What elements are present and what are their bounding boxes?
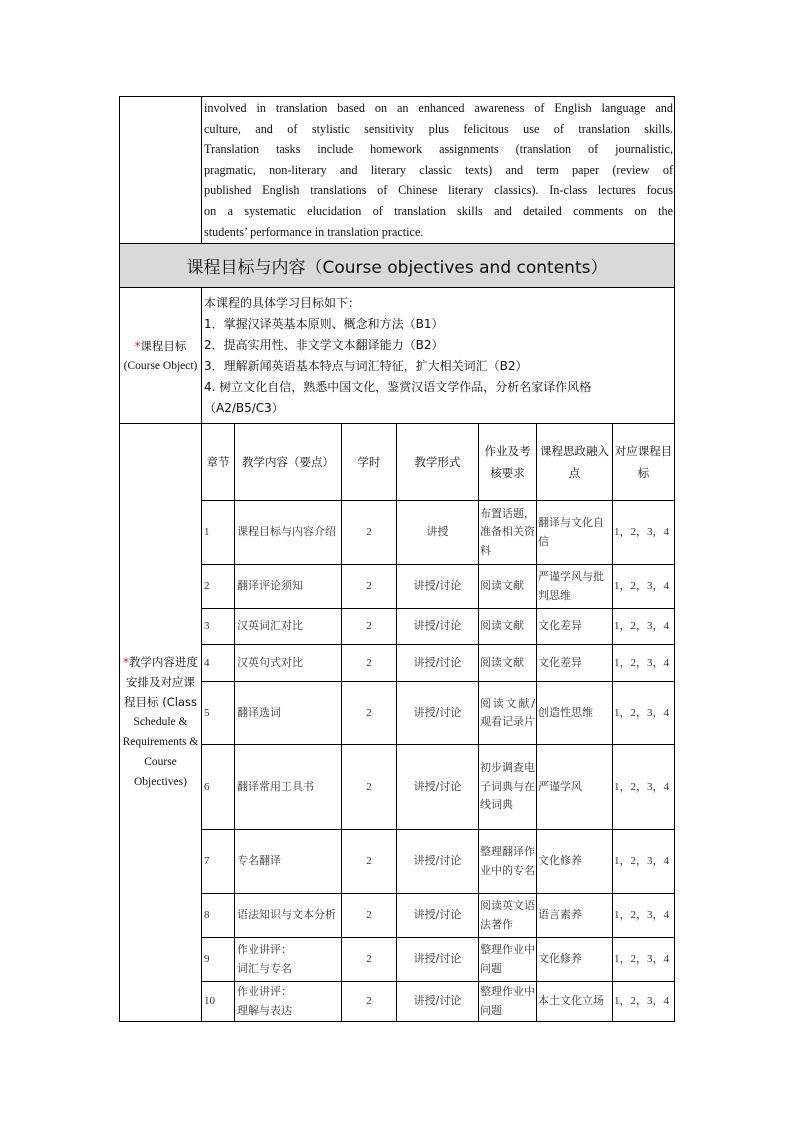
- section-title-text: 课程目标与内容（Course objectives and contents）: [186, 258, 608, 278]
- description-line: culture, and of stylistic sensitivity plus felicitous use of translation skills.: [204, 121, 673, 136]
- cell-ideology: 创造性思维: [538, 705, 593, 719]
- header-ideology: 课程思政融入点: [540, 444, 609, 480]
- cell-content: 汉英词汇对比: [237, 619, 303, 633]
- border-bottom: [119, 1021, 675, 1022]
- cell-ideology: 严谨学风: [538, 779, 582, 793]
- cell-objectives: 1，2，3，4: [614, 656, 669, 669]
- cell-requirement: 整理翻译作业中的专名: [480, 845, 535, 877]
- cell-hours: 2: [366, 620, 372, 633]
- cell-form: 讲授: [426, 525, 449, 539]
- cell-content: 翻译评论须知: [237, 579, 303, 593]
- cell-hours: 2: [366, 580, 372, 593]
- cell-chapter: 8: [204, 909, 210, 922]
- cell-form: 讲授/讨论: [413, 779, 462, 793]
- cell-chapter: 6: [204, 780, 210, 793]
- cell-content: 汉英句式对比: [237, 655, 303, 669]
- header-content: 教学内容（要点）: [242, 455, 334, 469]
- cell-form: 讲授/讨论: [413, 854, 462, 868]
- cell-requirement: 阅读英文语法著作: [480, 899, 535, 931]
- objectives-intro: 本课程的具体学习目标如下：: [204, 296, 361, 310]
- cell-chapter: 5: [204, 706, 210, 719]
- header-chapter: 章节: [206, 455, 230, 469]
- description-line: students’ performance in translation practice.: [204, 224, 424, 239]
- cell-ideology: 翻译与文化自信: [538, 516, 604, 548]
- cell-content: 语法知识与文本分析: [237, 908, 336, 922]
- objectives-label: [120, 336, 201, 376]
- cell-hours: 2: [366, 953, 372, 966]
- cell-ideology: 本土文化立场: [538, 994, 604, 1008]
- cell-objectives: 1，2，3，4: [614, 855, 669, 868]
- description-line: pragmatic, non-literary and literary classic texts) and term paper (review of: [204, 162, 673, 177]
- objective-item: 4. 树立文化自信，熟悉中国文化，鉴赏汉语文学作品，分析名家译作风格: [204, 380, 592, 394]
- cell-objectives: 1，2，3，4: [614, 526, 669, 539]
- schedule-label-line: Course: [144, 756, 177, 768]
- objective-item: 3．理解新闻英语基本特点与词汇特征，扩大相关词汇（B2）: [204, 359, 528, 373]
- cell-objectives: 1，2，3，4: [614, 995, 669, 1008]
- cell-form: 讲授/讨论: [413, 619, 462, 633]
- cell-hours: 2: [366, 855, 372, 868]
- course-description: [204, 98, 673, 242]
- cell-chapter: 9: [204, 953, 210, 966]
- section-title: [120, 244, 674, 287]
- required-star: *: [123, 655, 129, 669]
- cell-content: 课程目标与内容介绍: [237, 525, 336, 539]
- description-line: involved in translation based on an enhanced awareness of English language and: [204, 101, 673, 115]
- cell-objectives: 1，2，3，4: [614, 953, 669, 966]
- border-right: [674, 96, 675, 1022]
- cell-hours: 2: [366, 780, 372, 793]
- schedule-label-line: 程目标 (Class: [124, 695, 197, 709]
- schedule-label-line: Objectives): [133, 776, 187, 788]
- header-objectives: 对应课程目标: [614, 444, 673, 480]
- cell-hours: 2: [366, 656, 372, 669]
- cell-form: 讲授/讨论: [413, 994, 462, 1008]
- cell-form: 讲授/讨论: [413, 705, 462, 719]
- cell-ideology: 文化差异: [538, 619, 582, 633]
- cell-requirement: 阅读文献: [480, 579, 524, 593]
- cell-requirement: 阅读文献/观看记录片: [480, 696, 535, 728]
- cell-chapter: 3: [204, 620, 210, 633]
- cell-objectives: 1，2，3，4: [614, 780, 669, 793]
- objectives-label-cn: 课程目标: [140, 339, 187, 353]
- cell-requirement: 初步调查电子词典与在线词典: [480, 761, 535, 812]
- header-hours: 学时: [357, 455, 381, 469]
- schedule-label-line: 教学内容进度: [128, 655, 198, 669]
- schedule-label-line: Requirements &: [122, 736, 199, 748]
- required-star: *: [134, 339, 141, 353]
- cell-requirement: 整理作业中问题: [480, 985, 535, 1017]
- objective-item: 1．掌握汉译英基本原则、概念和方法（B1）: [204, 317, 444, 331]
- description-line: published English translations of Chinese literary classics). In-class lectures focus: [204, 183, 673, 198]
- objectives-content: [204, 293, 672, 419]
- cell-requirement: 阅读文献: [480, 655, 524, 669]
- cell-chapter: 1: [204, 526, 210, 539]
- cell-hours: 2: [366, 995, 372, 1008]
- cell-form: 讲授/讨论: [413, 655, 462, 669]
- cell-content: 专名翻译: [237, 854, 281, 868]
- description-line: on a systematic elucidation of translation skills and detailed comments on the: [204, 203, 673, 218]
- label-divider-top: [201, 96, 202, 243]
- schedule-label-line: Schedule &: [133, 716, 188, 728]
- cell-content: 翻译常用工具书: [237, 779, 314, 793]
- title-bottom: [119, 287, 675, 288]
- cell-ideology: 文化修养: [538, 854, 582, 868]
- objective-item: 2．提高实用性、非文学文本翻译能力（B2）: [204, 338, 444, 352]
- col-line-1: [234, 423, 235, 1021]
- border-top: [119, 96, 675, 97]
- cell-objectives: 1，2，3，4: [614, 620, 669, 633]
- cell-content: 作业讲评： 词汇与专名: [237, 943, 292, 975]
- cell-content: 作业讲评： 理解与表达: [237, 985, 292, 1017]
- cell-form: 讲授/讨论: [413, 952, 462, 966]
- cell-form: 讲授/讨论: [413, 579, 462, 593]
- cell-chapter: 7: [204, 855, 210, 868]
- objectives-label-en: (Course Object): [123, 360, 198, 372]
- cell-ideology: 严谨学风与批判思维: [538, 570, 604, 602]
- cell-hours: 2: [366, 909, 372, 922]
- cell-chapter: 10: [204, 995, 215, 1008]
- cell-requirement: 整理作业中问题: [480, 943, 535, 975]
- cell-ideology: 文化修养: [538, 952, 582, 966]
- cell-requirement: 布置话题，准备相关资料: [480, 506, 535, 557]
- col-line-4: [478, 423, 479, 1021]
- objective-item-cont: （A2/B5/C3）: [204, 401, 284, 415]
- cell-hours: 2: [366, 526, 372, 539]
- cell-form: 讲授/讨论: [413, 908, 462, 922]
- schedule-label-line: 安排及对应课: [126, 675, 195, 689]
- cell-requirement: 阅读文献: [480, 619, 524, 633]
- description-line: Translation tasks include homework assignments (translation of journalistic,: [204, 142, 673, 157]
- cell-chapter: 2: [204, 580, 210, 593]
- cell-content: 翻译选词: [237, 705, 281, 719]
- col-line-6: [612, 423, 613, 1021]
- cell-objectives: 1，2，3，4: [614, 706, 669, 719]
- col-line-5: [536, 423, 537, 1021]
- cell-ideology: 语言素养: [538, 908, 582, 922]
- label-divider-bottom: [201, 287, 202, 1022]
- cell-objectives: 1，2，3，4: [614, 580, 669, 593]
- schedule-label: [120, 652, 201, 792]
- cell-objectives: 1，2，3，4: [614, 909, 669, 922]
- cell-chapter: 4: [204, 656, 210, 669]
- header-requirement: 作业及考核要求: [484, 444, 531, 480]
- cell-ideology: 文化差异: [538, 655, 582, 669]
- border-left: [119, 96, 120, 1022]
- cell-hours: 2: [366, 706, 372, 719]
- header-form: 教学形式: [414, 455, 461, 469]
